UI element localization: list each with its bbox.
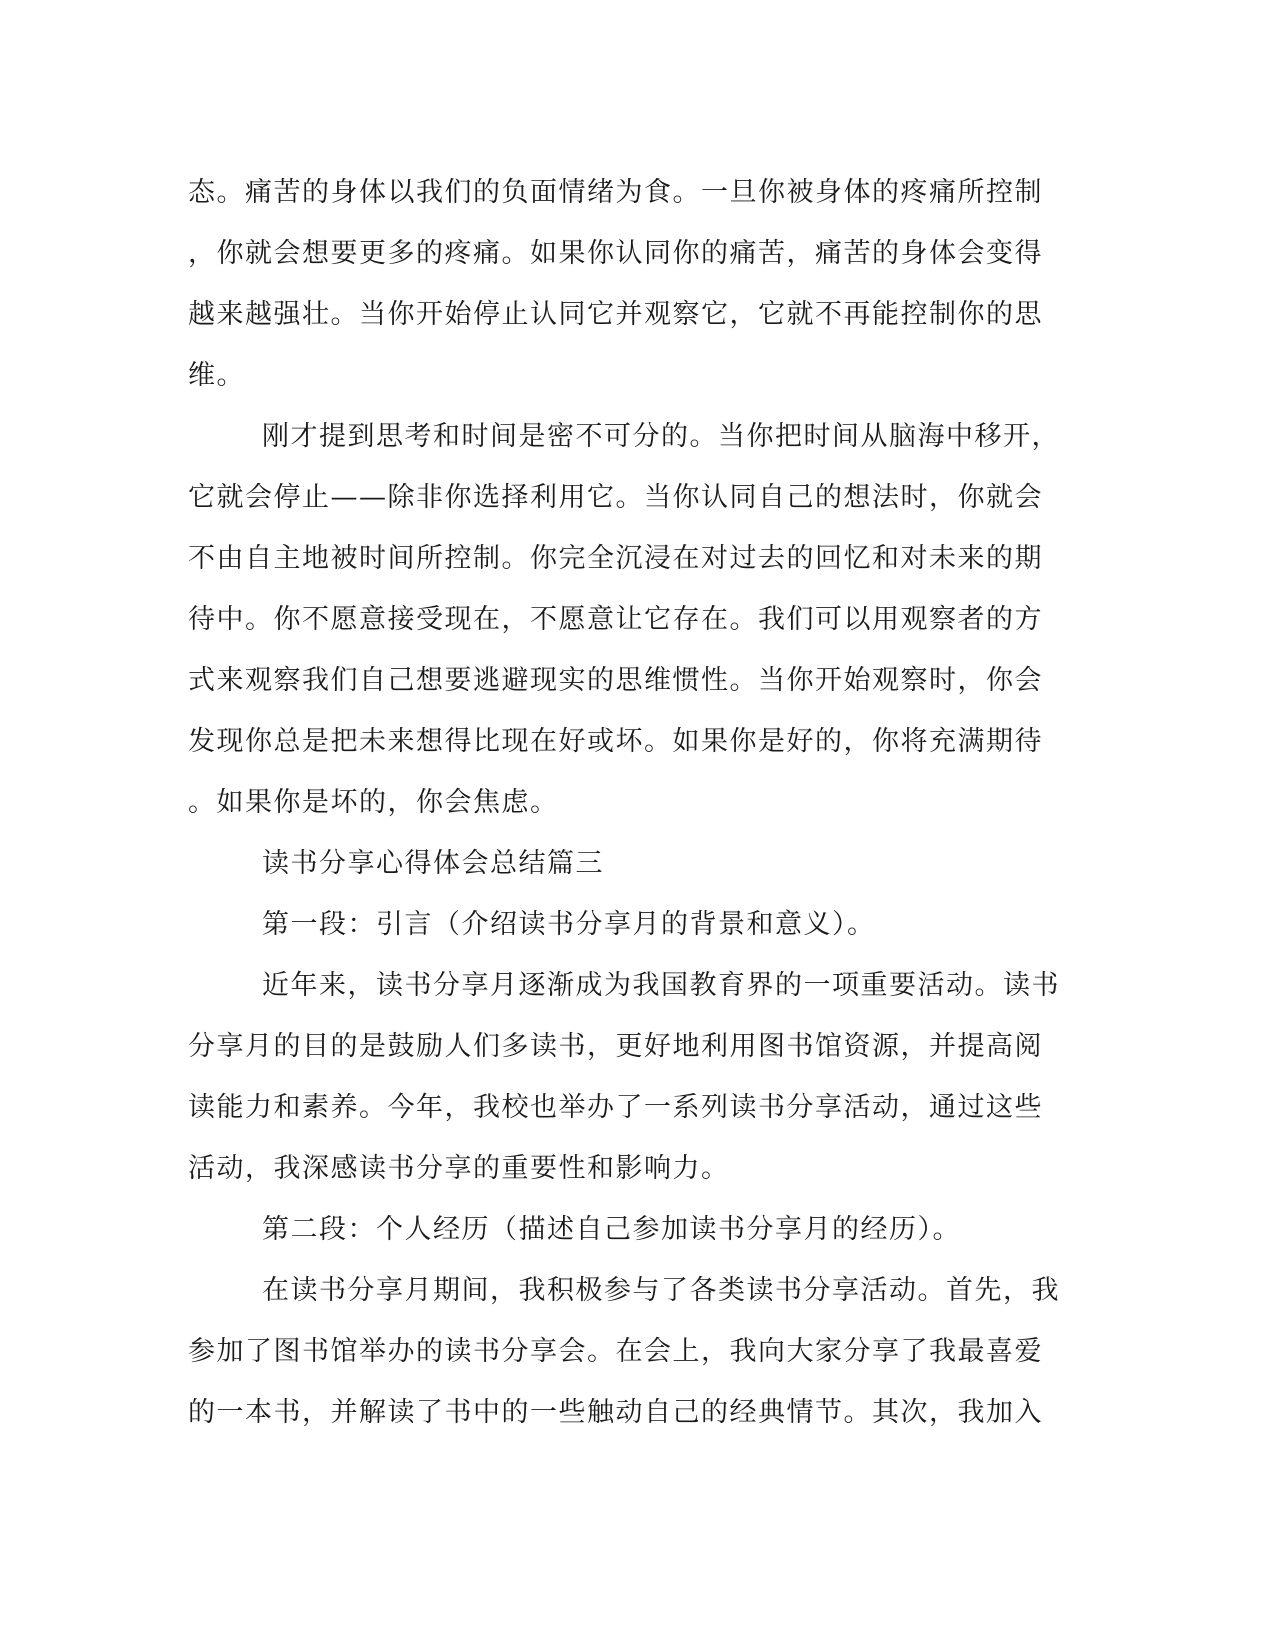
text-line: 活动，我深感读书分享的重要性和影响力。 [188, 1153, 730, 1184]
subsection-heading: 第一段：引言（介绍读书分享月的背景和意义）。 [262, 909, 876, 940]
document-body [188, 162, 1068, 1443]
subsection-heading: 第二段：个人经历（描述自己参加读书分享月的经历）。 [262, 1214, 961, 1245]
text-line: ，你就会想要更多的疼痛。如果你认同你的痛苦，痛苦的身体会变得 [188, 238, 1043, 269]
text-line: 参加了图书馆举办的读书分享会。在会上，我向大家分享了我最喜爱 [188, 1336, 1043, 1367]
text-line: 态。痛苦的身体以我们的负面情绪为食。一旦你被身体的疼痛所控制 [188, 177, 1043, 208]
text-line: 发现你总是把未来想得比现在好或坏。如果你是好的，你将充满期待 [188, 726, 1043, 757]
section-heading: 读书分享心得体会总结篇三 [262, 848, 604, 879]
text-line: 式来观察我们自己想要逃避现实的思维惯性。当你开始观察时，你会 [188, 665, 1043, 696]
text-line: 读能力和素养。今年，我校也举办了一系列读书分享活动，通过这些 [188, 1092, 1043, 1123]
text-line: 。如果你是坏的，你会焦虑。 [188, 787, 559, 818]
paragraph-first-line: 近年来，读书分享月逐渐成为我国教育界的一项重要活动。读书 [262, 970, 1060, 1001]
text-line: 不由自主地被时间所控制。你完全沉浸在对过去的回忆和对未来的期 [188, 543, 1043, 574]
paragraph-first-line: 刚才提到思考和时间是密不可分的。当你把时间从脑海中移开， [262, 421, 1060, 452]
paragraph-first-line: 在读书分享月期间，我积极参与了各类读书分享活动。首先，我 [262, 1275, 1060, 1306]
text-line: 它就会停止——除非你选择利用它。当你认同自己的想法时，你就会 [188, 482, 1043, 513]
text-line: 维。 [188, 360, 245, 391]
text-line: 的一本书，并解读了书中的一些触动自己的经典情节。其次，我加入 [188, 1397, 1043, 1428]
text-line: 分享月的目的是鼓励人们多读书，更好地利用图书馆资源，并提高阅 [188, 1031, 1043, 1062]
text-line: 待中。你不愿意接受现在，不愿意让它存在。我们可以用观察者的方 [188, 604, 1043, 635]
text-line: 越来越强壮。当你开始停止认同它并观察它，它就不再能控制你的思 [188, 299, 1043, 330]
